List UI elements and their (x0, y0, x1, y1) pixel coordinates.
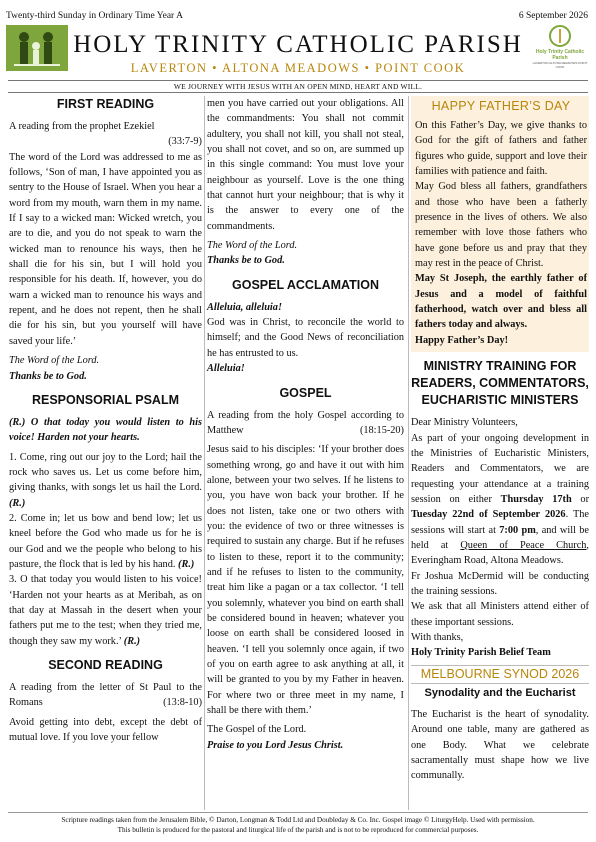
acclamation-heading: GOSPEL ACCLAMATION (232, 277, 379, 292)
footer (0, 815, 596, 835)
fathers-day-p1: On this Father’s Day, we give thanks to God for the gift of fathers and father figures who guide, support and love their families with patience and faith. (415, 120, 587, 178)
bulletin-date: 6 September 2026 (518, 11, 588, 21)
ministry-p3: We ask that all Ministers attend either of these important sessions. (411, 601, 589, 628)
second-reading-intro: A reading from the letter of St Paul to the Romans (13:8-10) (9, 680, 202, 711)
synod-text: The Eucharist is the heart of synodality. Around one table, many are gathered as one Body. What we celebrate sacramentally must shape how we live communally. (411, 709, 589, 782)
trinity-logo-icon (549, 25, 571, 47)
logo-name: Holy Trinity Catholic Parish (535, 49, 585, 61)
footer-divider (8, 812, 588, 813)
psalm-verse-2: 2. Come in; let us bow and bend low; let us kneel before the God who made us for he is our God and we the people who belong to his pasture, the flock that is led by his hand. (R.) (9, 512, 202, 570)
fathers-day-p4: Happy Father’s Day! (415, 334, 509, 346)
column-divider-1 (204, 96, 205, 810)
gospel-response: Praise to you Lord Jesus Christ. (207, 739, 344, 751)
ministry-greeting: Dear Ministry Volunteers, (411, 417, 518, 429)
gospel-text: Jesus said to his disciples: ‘If your brother does something wrong, go and have it out with him alone, between your two selves. If he listens to you, you have won back your brother. If he does not listen, take one or two others with you: the evidence of two or three witnesses is required to sustain any charge. But if he refuses to listen to these, report it to the community; and if he refuses to listen to the community, treat him like a pagan or a tax collector. ‘I tell you solemnly, whatever you bind on earth shall be considered bound in heaven; whatever you loose on earth shall be considered loosed in heaven. ‘I tell you solemnly once again, if two of you on earth agree to ask anything at all, it will be granted to you by my Father in heaven. For where two or three meet in my name, I shall be there with them.’ (207, 444, 404, 717)
footer-notice: This bulletin is produced for the pastoral and liturgical life of the parish and is not to be reproduced for commercial purposes. (117, 826, 479, 834)
second-reading-text-b: men you have carried out your obligations. All the commandments: You shall not commit adultery, you shall not kill, you shall not steal, you shall not covet, and so on, are summed up in this single command: You must love your neighbour as yourself. Love is the one thing that cannot hurt your neighbour; that is why it is the answer to every one of the commandments. (207, 98, 404, 232)
ministry-heading: MINISTRY TRAINING FOR READERS, COMMENTATORS, EUCHARISTIC MINISTERS (411, 359, 589, 408)
second-reading-heading: SECOND READING (48, 658, 163, 672)
first-reading-response: Thanks be to God. (9, 370, 87, 382)
parish-motto: WE JOURNEY WITH JESUS WITH AN OPEN MIND, HEART AND WILL. (173, 82, 423, 91)
column-right (411, 96, 589, 784)
fathers-day-p3: May St Joseph, the earthly father of Jesus and a model of faithful fatherhood, watch over and bless all fathers today and always. (415, 273, 587, 331)
ministry-thanks: With thanks, (411, 631, 464, 643)
first-reading-text: The word of the Lord was addressed to me as follows, ‘Son of man, I have appointed you as sentry to the House of Israel. When you hear a word from my mouth, warn them in my name. If I say to a wicked man: Wicked wretch, you are to die, and you do not speak to warn the wicked man to renounce his ways, then he shall die for his sin, but I will hold you responsible for his death. If, however, you do warn a wicked man to renounce his ways and repent, and he does not repent, then he shall die for his sin, but you yourself will have saved your life.’ (9, 151, 202, 347)
header-divider-bottom (8, 92, 588, 93)
second-reading-close: The Word of the Lord. (207, 240, 298, 252)
top-line (6, 11, 588, 23)
first-reading-ref: (33:7-9) (168, 136, 202, 148)
fathers-day-p2: May God bless all fathers, grandfathers and those who have been a fatherly presence in the lives of others. We also remember with love those fathers who have gone before us and pray that they may rest in the peace of Christ. (415, 181, 587, 270)
parish-suburbs: LAVERTON • ALTONA MEADOWS • POINT COOK (130, 61, 466, 75)
psalm-heading: RESPONSORIAL PSALM (31, 392, 179, 407)
psalm-verse-3: 3. O that today you would listen to his voice! ‘Harden not your hearts as at Meribah, as on that day at Massah in the desert when your fathers put me to the test; when they tried me, though they saw my work.’ (R.) (9, 574, 202, 647)
gospel-close: The Gospel of the Lord. (207, 724, 307, 736)
column-divider-2 (408, 96, 409, 810)
gospel-intro: A reading from the holy Gospel according to Matthew (18:15-20) (207, 408, 404, 439)
fathers-day-heading: HAPPY FATHER’S DAY (431, 99, 571, 113)
second-reading-text-a: Avoid getting into debt, except the debt of mutual love. If you love your fellow (9, 716, 202, 744)
synod-subheading: Synodality and the Eucharist (424, 686, 576, 699)
first-reading-intro: A reading from the prophet Ezekiel (9, 121, 155, 132)
second-reading-ref: (13:8-10) (163, 697, 202, 709)
parish-logo (532, 25, 588, 71)
ministry-text: As part of your ongoing development in the Ministries of Eucharistic Ministers, Readers and Commentators, we are requesting your attendance at a training session on either Thursday 17th or Tuesday 22nd of September 2026. The sessions will start at 7:00 pm, and will be held at Queen of Peace Church, Everingham Road, Altona Meadows. (411, 432, 590, 567)
acclamation-alleluia-open: Alleluia, alleluia! (207, 301, 282, 313)
footer-copyright: Scripture readings taken from the Jerusalem Bible, © Darton, Longman & Todd Ltd and Doubleday & Co. Inc. Gospel image © LiturgyHelp. Used with permission. (61, 816, 535, 824)
acclamation-text: God was in Christ, to reconcile the world to himself; and the Good News of reconciliation he has entrusted to us. (207, 317, 404, 359)
psalm-refrain: (R.) O that today you would listen to his voice! Harden not your hearts. (9, 416, 202, 444)
synod-heading: MELBOURNE SYNOD 2026 (411, 665, 589, 684)
psalm-verse-1: 1. Come, ring out our joy to the Lord; hail the rock who saves us. Let us come before him, giving thanks, with songs let us hail the Lord. (R.) (9, 451, 202, 509)
first-reading-close: The Word of the Lord. (9, 355, 100, 367)
column-middle (207, 96, 404, 753)
second-reading-response: Thanks be to God. (207, 255, 285, 267)
fathers-day-box (411, 96, 589, 352)
family-logo-image (6, 25, 68, 71)
column-left (9, 96, 202, 745)
ministry-p2: Fr Joshua McDermid will be conducting the training sessions. (411, 570, 589, 597)
gospel-ref: (18:15-20) (359, 424, 404, 436)
header-divider-top (8, 80, 588, 81)
logo-subtext: LAVERTON ALTONA MEADOWS POINT COOK (532, 61, 588, 69)
acclamation-alleluia-close: Alleluia! (207, 363, 245, 375)
first-reading-heading: FIRST READING (56, 97, 155, 111)
parish-title: HOLY TRINITY CATHOLIC PARISH (73, 31, 523, 58)
gospel-heading: GOSPEL (279, 385, 332, 400)
family-silhouette-icon (6, 25, 68, 71)
liturgical-day: Twenty-third Sunday in Ordinary Time Year A (6, 11, 183, 21)
ministry-sign: Holy Trinity Parish Belief Team (411, 647, 551, 659)
